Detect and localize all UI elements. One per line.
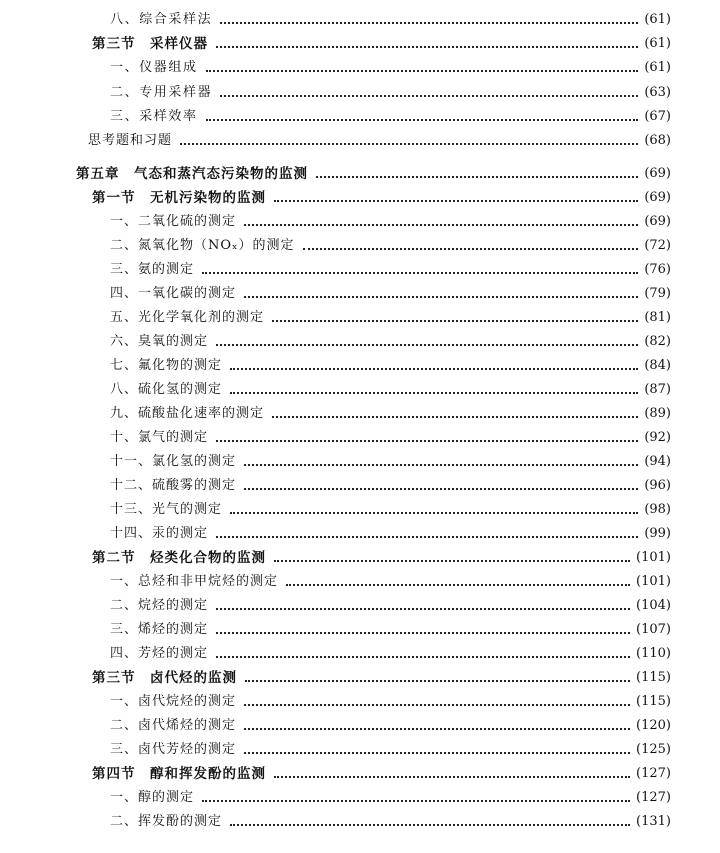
toc-leader-dots [244, 488, 638, 490]
toc-entry[interactable] [0, 811, 720, 833]
toc-entry-title: 十三、光气的测定 [110, 502, 223, 517]
toc-entry-page: (61) [644, 60, 671, 75]
toc-entry[interactable] [0, 9, 720, 31]
toc-leader-dots [245, 680, 630, 682]
toc-entry[interactable] [0, 57, 720, 79]
toc-leader-dots [206, 70, 638, 72]
toc-entry-page: (69) [644, 190, 671, 205]
toc-entry[interactable] [0, 211, 720, 233]
toc-leader-dots [244, 224, 638, 226]
toc-entry-page: (131) [636, 814, 671, 829]
toc-leader-dots [220, 22, 638, 24]
toc-entry-page: (99) [644, 526, 671, 541]
toc-leader-dots [244, 464, 638, 466]
toc-entry-title: 二、挥发酚的测定 [110, 814, 223, 829]
toc-entry-page: (81) [644, 310, 671, 325]
toc-entry[interactable] [0, 667, 720, 689]
toc-entry[interactable] [0, 307, 720, 329]
toc-leader-dots [272, 416, 638, 418]
toc-entry-page: (94) [644, 454, 671, 469]
toc-entry-page: (61) [644, 36, 671, 51]
toc-entry[interactable] [0, 106, 720, 128]
toc-leader-dots [216, 632, 630, 634]
toc-leader-dots [303, 248, 638, 250]
toc-entry-title: 八、综合采样法 [110, 12, 213, 27]
toc-entry-title: 第二节 烃类化合物的监测 [92, 550, 266, 566]
toc-leader-dots [274, 776, 630, 778]
toc-entry-title: 三、采样效率 [110, 109, 198, 124]
toc-entry-title: 二、氮氧化物（NOₓ）的测定 [110, 238, 295, 253]
toc-leader-dots [206, 119, 638, 121]
toc-entry[interactable] [0, 499, 720, 521]
toc-entry-page: (72) [644, 238, 671, 253]
toc-entry-title: 一、醇的测定 [110, 790, 195, 805]
toc-leader-dots [316, 176, 638, 178]
toc-entry-title: 四、芳烃的测定 [110, 646, 209, 661]
toc-entry-title: 二、专用采样器 [110, 85, 213, 100]
toc-entry-page: (92) [644, 430, 671, 445]
toc-entry-title: 第一节 无机污染物的监测 [92, 190, 266, 206]
toc-leader-dots [202, 800, 630, 802]
toc-leader-dots [244, 752, 630, 754]
toc-entry[interactable] [0, 595, 720, 617]
toc-entry-page: (89) [644, 406, 671, 421]
toc-entry-page: (125) [636, 742, 671, 757]
toc-entry-page: (104) [636, 598, 671, 613]
toc-leader-dots [230, 512, 638, 514]
toc-entry-title: 六、臭氧的测定 [110, 334, 209, 349]
toc-entry-title: 五、光化学氧化剂的测定 [110, 310, 265, 325]
toc-entry-title: 第五章 气态和蒸汽态污染物的监测 [76, 166, 308, 182]
toc-entry-page: (67) [644, 109, 671, 124]
toc-entry[interactable] [0, 691, 720, 713]
toc-entry-title: 八、硫化氢的测定 [110, 382, 223, 397]
toc-leader-dots [180, 143, 638, 145]
toc-leader-dots [230, 824, 630, 826]
toc-entry-title: 九、硫酸盐化速率的测定 [110, 406, 265, 421]
toc-entry[interactable] [0, 427, 720, 449]
toc-leader-dots [244, 296, 638, 298]
toc-entry-title: 思考题和习题 [88, 133, 173, 148]
toc-leader-dots [216, 46, 638, 48]
toc-entry-title: 十四、汞的测定 [110, 526, 209, 541]
toc-entry[interactable] [0, 331, 720, 353]
toc-leader-dots [216, 656, 630, 658]
toc-entry-page: (127) [636, 766, 671, 781]
toc-leader-dots [244, 728, 630, 730]
toc-entry[interactable] [0, 163, 720, 185]
toc-entry-title: 二、卤代烯烃的测定 [110, 718, 237, 733]
toc-entry[interactable] [0, 643, 720, 665]
toc-entry-title: 一、卤代烷烃的测定 [110, 694, 237, 709]
toc-entry-title: 三、氨的测定 [110, 262, 195, 277]
toc-leader-dots [230, 392, 638, 394]
toc-entry-page: (69) [644, 214, 671, 229]
toc-leader-dots [220, 95, 638, 97]
toc-entry[interactable] [0, 523, 720, 545]
toc-entry-page: (79) [644, 286, 671, 301]
toc-entry-page: (61) [644, 12, 671, 27]
toc-entry-page: (127) [636, 790, 671, 805]
toc-entry[interactable] [0, 355, 720, 377]
toc-entry[interactable] [0, 547, 720, 569]
toc-entry-page: (76) [644, 262, 671, 277]
toc-leader-dots [202, 272, 638, 274]
toc-entry[interactable] [0, 571, 720, 593]
toc-entry[interactable] [0, 787, 720, 809]
toc-entry-page: (120) [636, 718, 671, 733]
toc-entry-title: 一、仪器组成 [110, 60, 198, 75]
toc-entry-title: 第三节 卤代烃的监测 [92, 670, 237, 686]
toc-entry-page: (82) [644, 334, 671, 349]
toc-entry[interactable] [0, 715, 720, 737]
toc-leader-dots [216, 608, 630, 610]
toc-entry-title: 四、一氧化碳的测定 [110, 286, 237, 301]
toc-entry-page: (84) [644, 358, 671, 373]
toc-entry-title: 第四节 醇和挥发酚的监测 [92, 766, 266, 782]
toc-entry-page: (115) [636, 694, 671, 709]
toc-entry[interactable] [0, 187, 720, 209]
toc-entry[interactable] [0, 403, 720, 425]
toc-entry[interactable] [0, 451, 720, 473]
toc-entry[interactable] [0, 379, 720, 401]
toc-entry-title: 三、卤代芳烃的测定 [110, 742, 237, 757]
toc-entry-page: (87) [644, 382, 671, 397]
toc-entry-title: 三、烯烃的测定 [110, 622, 209, 637]
toc-leader-dots [244, 704, 630, 706]
toc-entry-title: 十一、氯化氢的测定 [110, 454, 237, 469]
toc-entry-title: 一、二氧化硫的测定 [110, 214, 237, 229]
toc-leader-dots [216, 440, 638, 442]
toc-entry-title: 二、烷烃的测定 [110, 598, 209, 613]
toc-entry-title: 七、氟化物的测定 [110, 358, 223, 373]
toc-leader-dots [216, 536, 638, 538]
toc-entry-page: (115) [636, 670, 671, 685]
toc-entry-page: (101) [636, 550, 671, 565]
toc-entry[interactable] [0, 619, 720, 641]
toc-leader-dots [286, 584, 630, 586]
toc-entry[interactable] [0, 763, 720, 785]
toc-entry[interactable] [0, 82, 720, 104]
toc-entry-page: (101) [636, 574, 671, 589]
toc-entry-page: (63) [644, 85, 671, 100]
toc-leader-dots [216, 344, 638, 346]
toc-entry-title: 十、氯气的测定 [110, 430, 209, 445]
toc-entry-title: 十二、硫酸雾的测定 [110, 478, 237, 493]
toc-entry-title: 第三节 采样仪器 [92, 36, 208, 52]
toc-entry-page: (96) [644, 478, 671, 493]
toc-entry[interactable] [0, 475, 720, 497]
toc-leader-dots [274, 560, 630, 562]
toc-entry[interactable] [0, 283, 720, 305]
toc-leader-dots [230, 368, 638, 370]
toc-entry-page: (98) [644, 502, 671, 517]
toc-entry[interactable] [0, 235, 720, 257]
toc-entry[interactable] [0, 739, 720, 761]
toc-leader-dots [272, 320, 638, 322]
toc-entry-page: (110) [636, 646, 671, 661]
toc-entry[interactable] [0, 33, 720, 55]
toc-entry[interactable] [0, 259, 720, 281]
toc-entry[interactable] [0, 130, 720, 152]
toc-entry-page: (69) [644, 166, 671, 181]
toc-entry-title: 一、总烃和非甲烷烃的测定 [110, 574, 279, 589]
toc-leader-dots [274, 200, 638, 202]
toc-entry-page: (107) [636, 622, 671, 637]
toc-entry-page: (68) [644, 133, 671, 148]
